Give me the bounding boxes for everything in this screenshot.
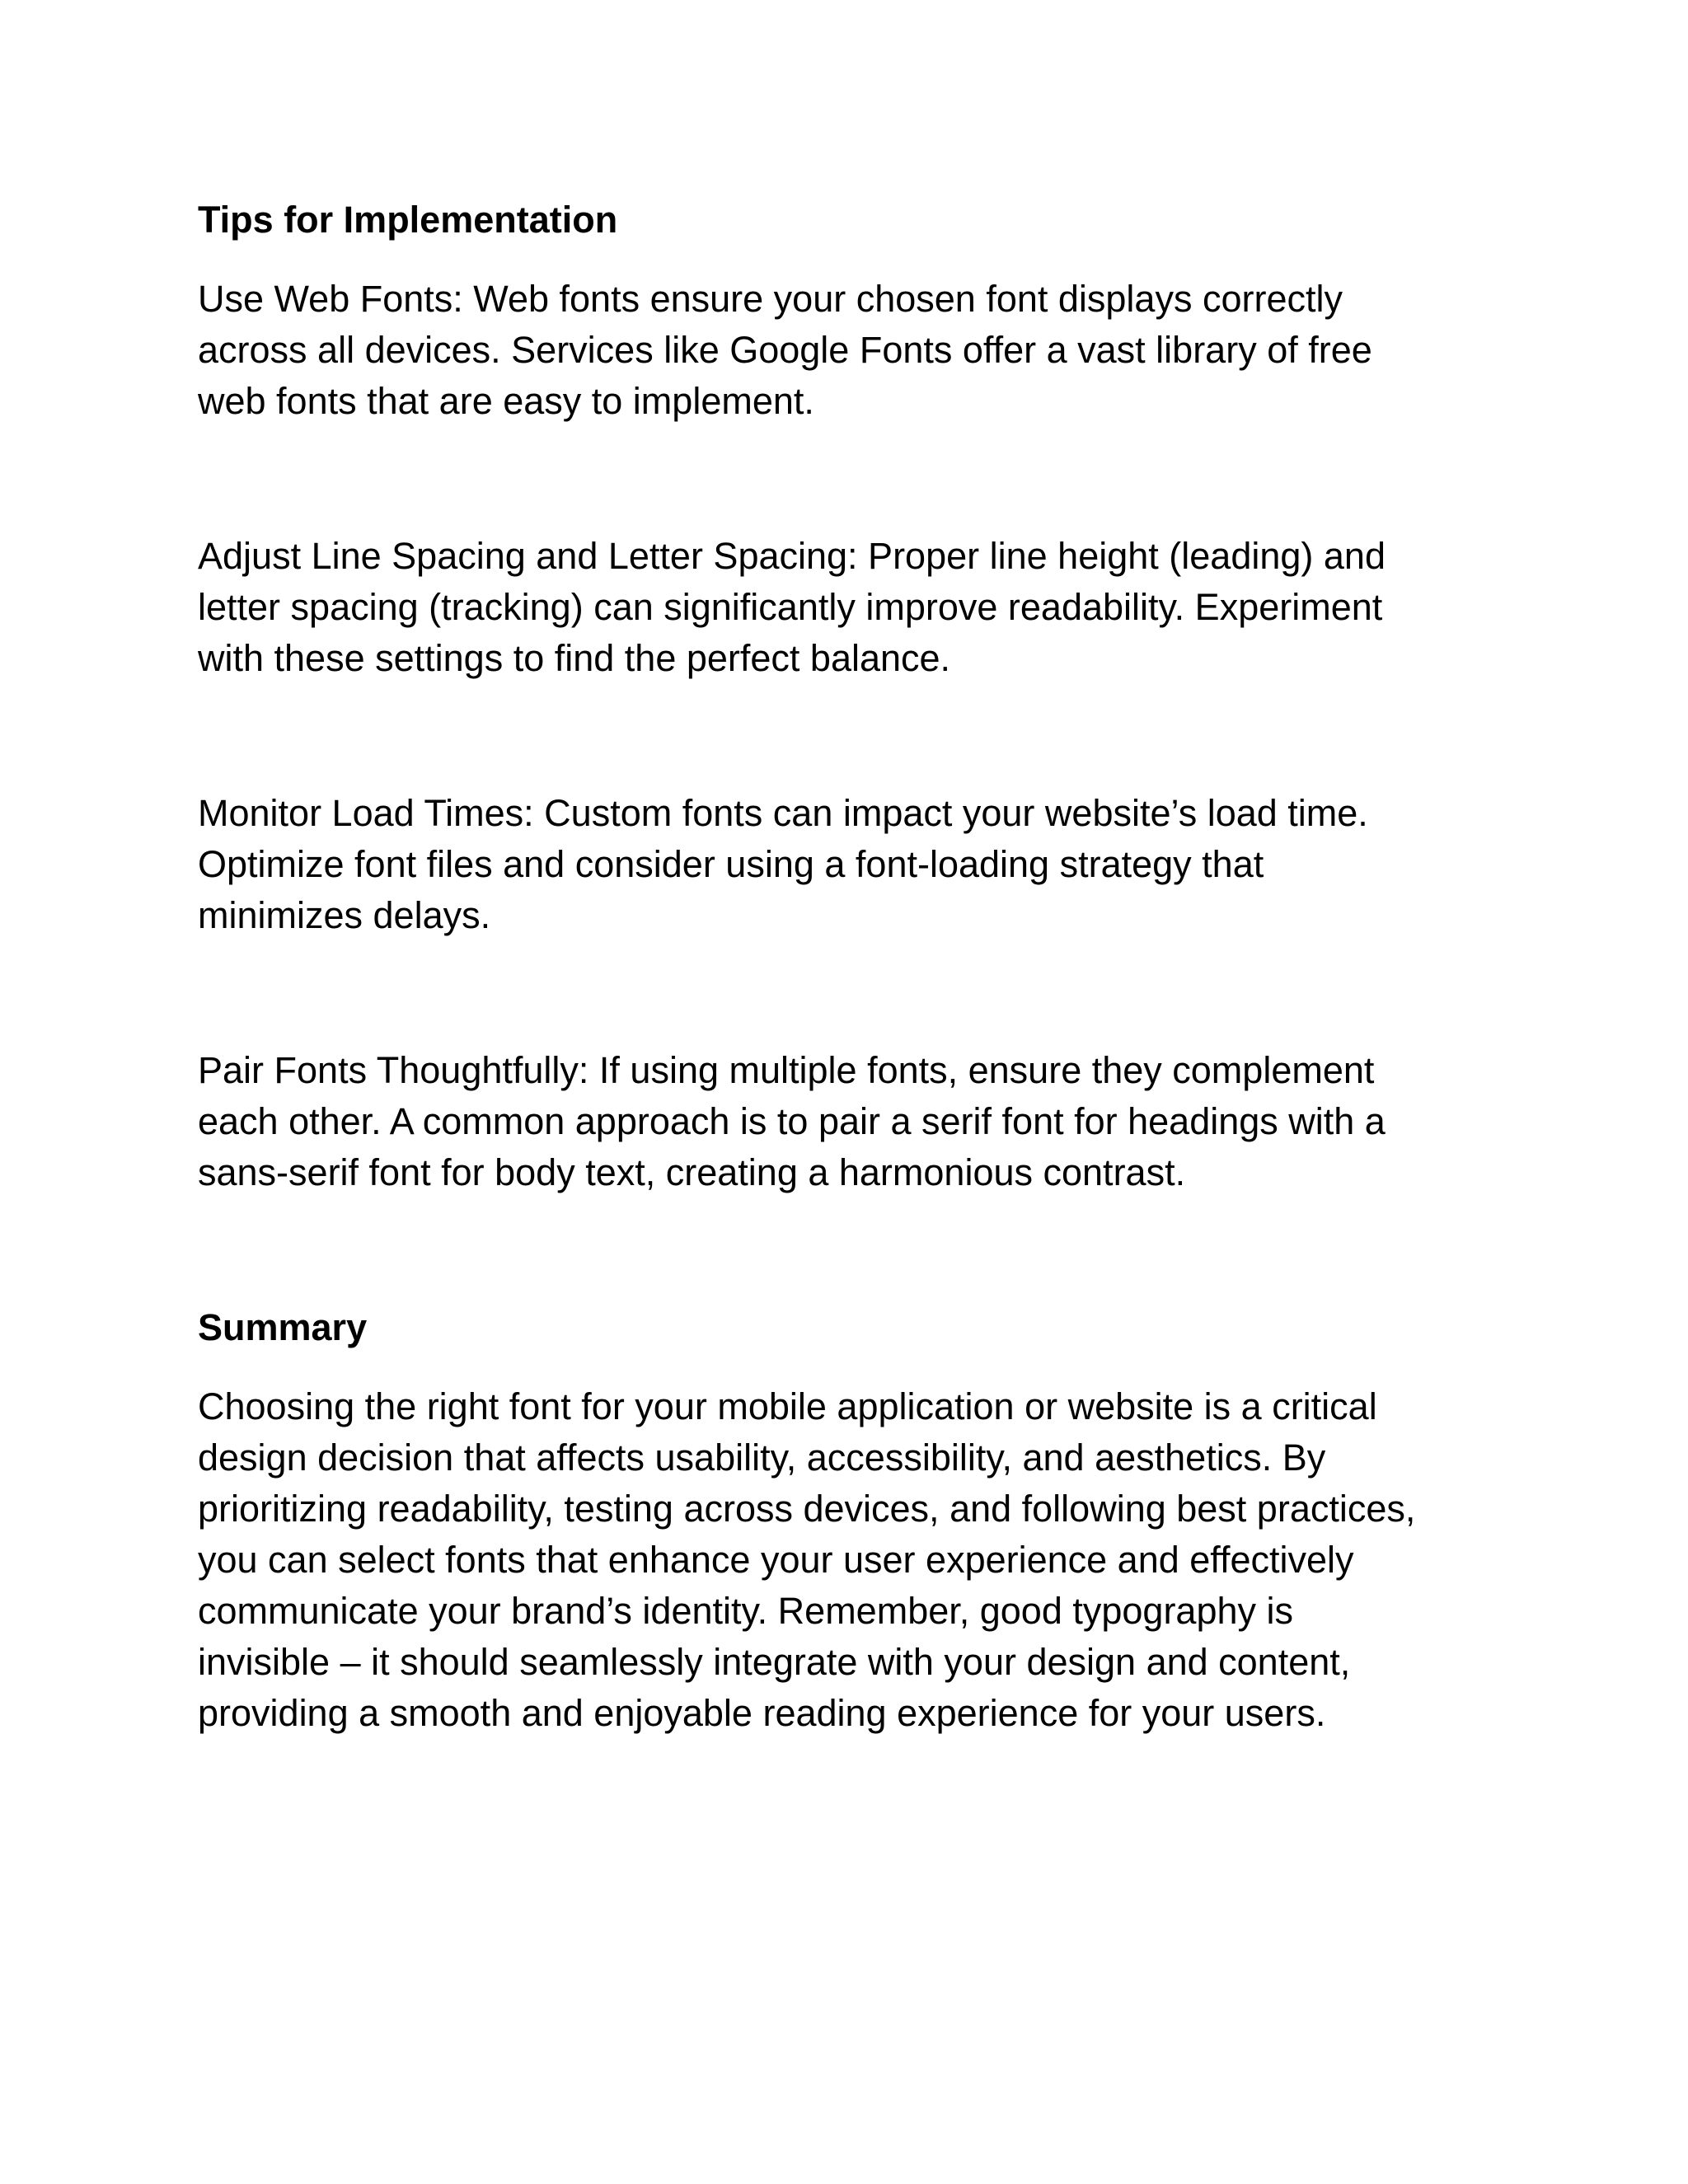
paragraph-line: you can select fonts that enhance your user experience and effectively: [198, 1539, 1354, 1581]
paragraph-spacer: [198, 427, 1500, 531]
tip-paragraph-spacing: [198, 531, 1500, 684]
paragraph-line: with these settings to find the perfect balance.: [198, 637, 951, 679]
paragraph-line: letter spacing (tracking) can significantly improve readability. Experiment: [198, 586, 1383, 628]
paragraph-line: sans-serif font for body text, creating a harmonious contrast.: [198, 1151, 1186, 1193]
paragraph-line: web fonts that are easy to implement.: [198, 380, 814, 422]
paragraph-line: Use Web Fonts: Web fonts ensure your chosen font displays correctly: [198, 278, 1343, 320]
paragraph-line: Monitor Load Times: Custom fonts can impact your website’s load time.: [198, 792, 1368, 834]
tip-paragraph-load-times: [198, 788, 1500, 941]
document-page: [198, 194, 1500, 1739]
paragraph-line: invisible – it should seamlessly integrate with your design and content,: [198, 1641, 1351, 1683]
paragraph-spacer: [198, 684, 1500, 788]
paragraph-spacer: [198, 941, 1500, 1045]
section-spacer: [198, 1198, 1500, 1302]
paragraph-line: Optimize font files and consider using a font-loading strategy that: [198, 843, 1264, 885]
paragraph-line: Adjust Line Spacing and Letter Spacing: Proper line height (leading) and: [198, 535, 1386, 577]
summary-paragraph: [198, 1381, 1500, 1739]
paragraph-line: each other. A common approach is to pair a serif font for headings with a: [198, 1100, 1386, 1142]
tip-paragraph-web-fonts: [198, 274, 1500, 427]
section-heading-summary: Summary: [198, 1306, 368, 1348]
tip-paragraph-pair-fonts: [198, 1045, 1500, 1198]
paragraph-line: communicate your brand’s identity. Remember, good typography is: [198, 1590, 1294, 1632]
paragraph-line: Pair Fonts Thoughtfully: If using multiple fonts, ensure they complement: [198, 1049, 1375, 1091]
paragraph-line: prioritizing readability, testing across devices, and following best practices,: [198, 1488, 1416, 1530]
paragraph-line: providing a smooth and enjoyable reading experience for your users.: [198, 1692, 1326, 1734]
paragraph-line: design decision that affects usability, accessibility, and aesthetics. By: [198, 1436, 1326, 1479]
paragraph-line: Choosing the right font for your mobile application or website is a critical: [198, 1385, 1377, 1427]
paragraph-line: across all devices. Services like Google Fonts offer a vast library of free: [198, 329, 1372, 371]
paragraph-line: minimizes delays.: [198, 894, 491, 936]
section-heading-tips: Tips for Implementation: [198, 199, 618, 241]
